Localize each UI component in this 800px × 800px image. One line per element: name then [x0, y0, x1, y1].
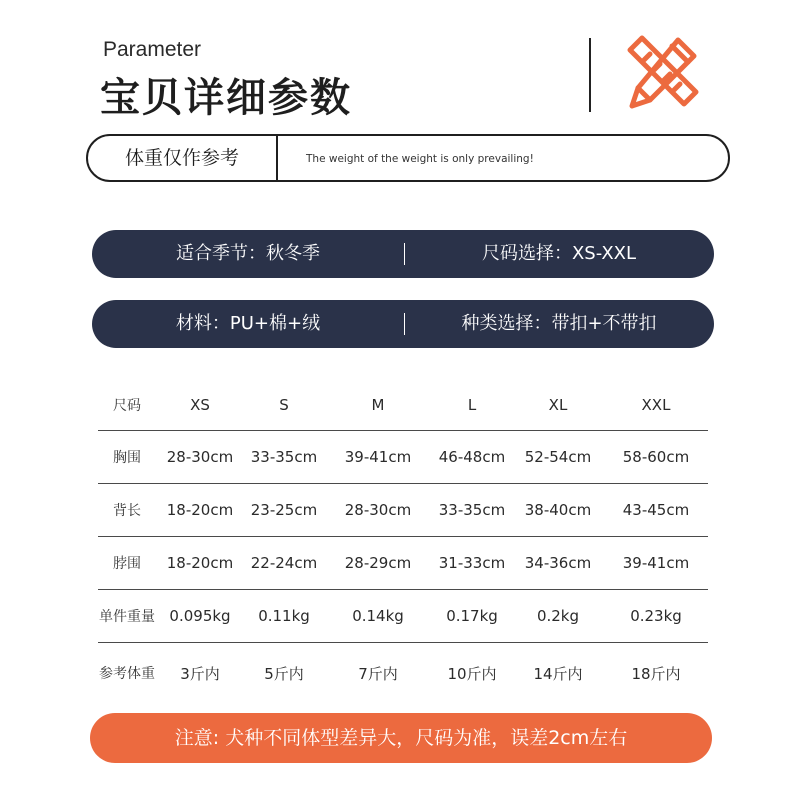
- size-chart-table: [98, 380, 708, 703]
- table-cell: 38-40cm: [524, 501, 592, 519]
- table-row: [98, 590, 708, 643]
- table-header-row: [98, 380, 708, 431]
- table-cell: 22-24cm: [250, 554, 318, 572]
- table-cell: 18-20cm: [166, 501, 234, 519]
- table-cell: 28-30cm: [344, 501, 412, 519]
- page-title: 宝贝详细参数: [100, 75, 352, 121]
- table-header-cell: 尺码: [113, 398, 141, 414]
- row-label: 背长: [113, 503, 141, 519]
- table-cell: 33-35cm: [250, 448, 318, 466]
- table-cell: 28-29cm: [344, 554, 412, 572]
- table-cell: 39-41cm: [344, 448, 412, 466]
- table-cell: 33-35cm: [438, 501, 506, 519]
- table-cell: 46-48cm: [438, 448, 506, 466]
- row-label: 胸围: [113, 450, 141, 466]
- weight-reference-note: The weight of the weight is only prevailing!: [306, 153, 534, 165]
- table-cell: 0.2kg: [536, 607, 580, 625]
- info-row-season-size: [92, 230, 714, 278]
- table-cell: 23-25cm: [250, 501, 318, 519]
- row-label: 单件重量: [99, 609, 155, 625]
- table-cell: 52-54cm: [524, 448, 592, 466]
- table-cell: 34-36cm: [524, 554, 592, 572]
- table-cell: 18-20cm: [166, 554, 234, 572]
- type-info: 种类选择：带扣+不带扣: [461, 313, 657, 334]
- size-notice-banner: 注意: 犬种不同体型差异大，尺码为准，误差2cm左右: [90, 713, 712, 763]
- season-info: 适合季节：秋冬季: [176, 243, 320, 264]
- table-cell: 0.14kg: [352, 607, 404, 625]
- table-cell: 7斤内: [358, 664, 398, 683]
- table-cell: 5斤内: [264, 664, 304, 683]
- table-cell: 39-41cm: [622, 554, 690, 572]
- weight-reference-box: [86, 134, 730, 182]
- table-cell: 0.095kg: [169, 607, 231, 625]
- size-range-info: 尺码选择：XS-XXL: [481, 243, 637, 264]
- table-header-cell: XXL: [641, 396, 671, 414]
- table-header-cell: XL: [548, 396, 568, 414]
- info-row-material-type: [92, 300, 714, 348]
- table-header-cell: L: [467, 396, 477, 414]
- ruler-pencil-icon: [620, 32, 704, 116]
- table-row: [98, 484, 708, 537]
- table-cell: 18斤内: [631, 664, 681, 683]
- table-cell: 14斤内: [533, 664, 583, 683]
- material-info: 材料：PU+棉+绒: [175, 313, 321, 334]
- table-cell: 43-45cm: [622, 501, 690, 519]
- table-row: [98, 643, 708, 704]
- table-header-cell: M: [371, 396, 385, 414]
- table-cell: 0.23kg: [630, 607, 682, 625]
- table-header-cell: S: [279, 396, 289, 414]
- header-divider: [589, 38, 591, 112]
- table-cell: 3斤内: [180, 664, 220, 683]
- weight-reference-label: 体重仅作参考: [88, 136, 278, 180]
- row-label: 参考体重: [99, 666, 155, 682]
- table-row: [98, 537, 708, 590]
- table-header-cell: XS: [190, 396, 210, 414]
- table-cell: 10斤内: [447, 664, 497, 683]
- table-cell: 0.17kg: [446, 607, 498, 625]
- header-subtitle: Parameter: [103, 38, 202, 61]
- row-label: 脖围: [113, 556, 141, 572]
- table-cell: 31-33cm: [438, 554, 506, 572]
- table-row: [98, 431, 708, 484]
- table-cell: 0.11kg: [258, 607, 310, 625]
- table-cell: 58-60cm: [622, 448, 690, 466]
- table-cell: 28-30cm: [166, 448, 234, 466]
